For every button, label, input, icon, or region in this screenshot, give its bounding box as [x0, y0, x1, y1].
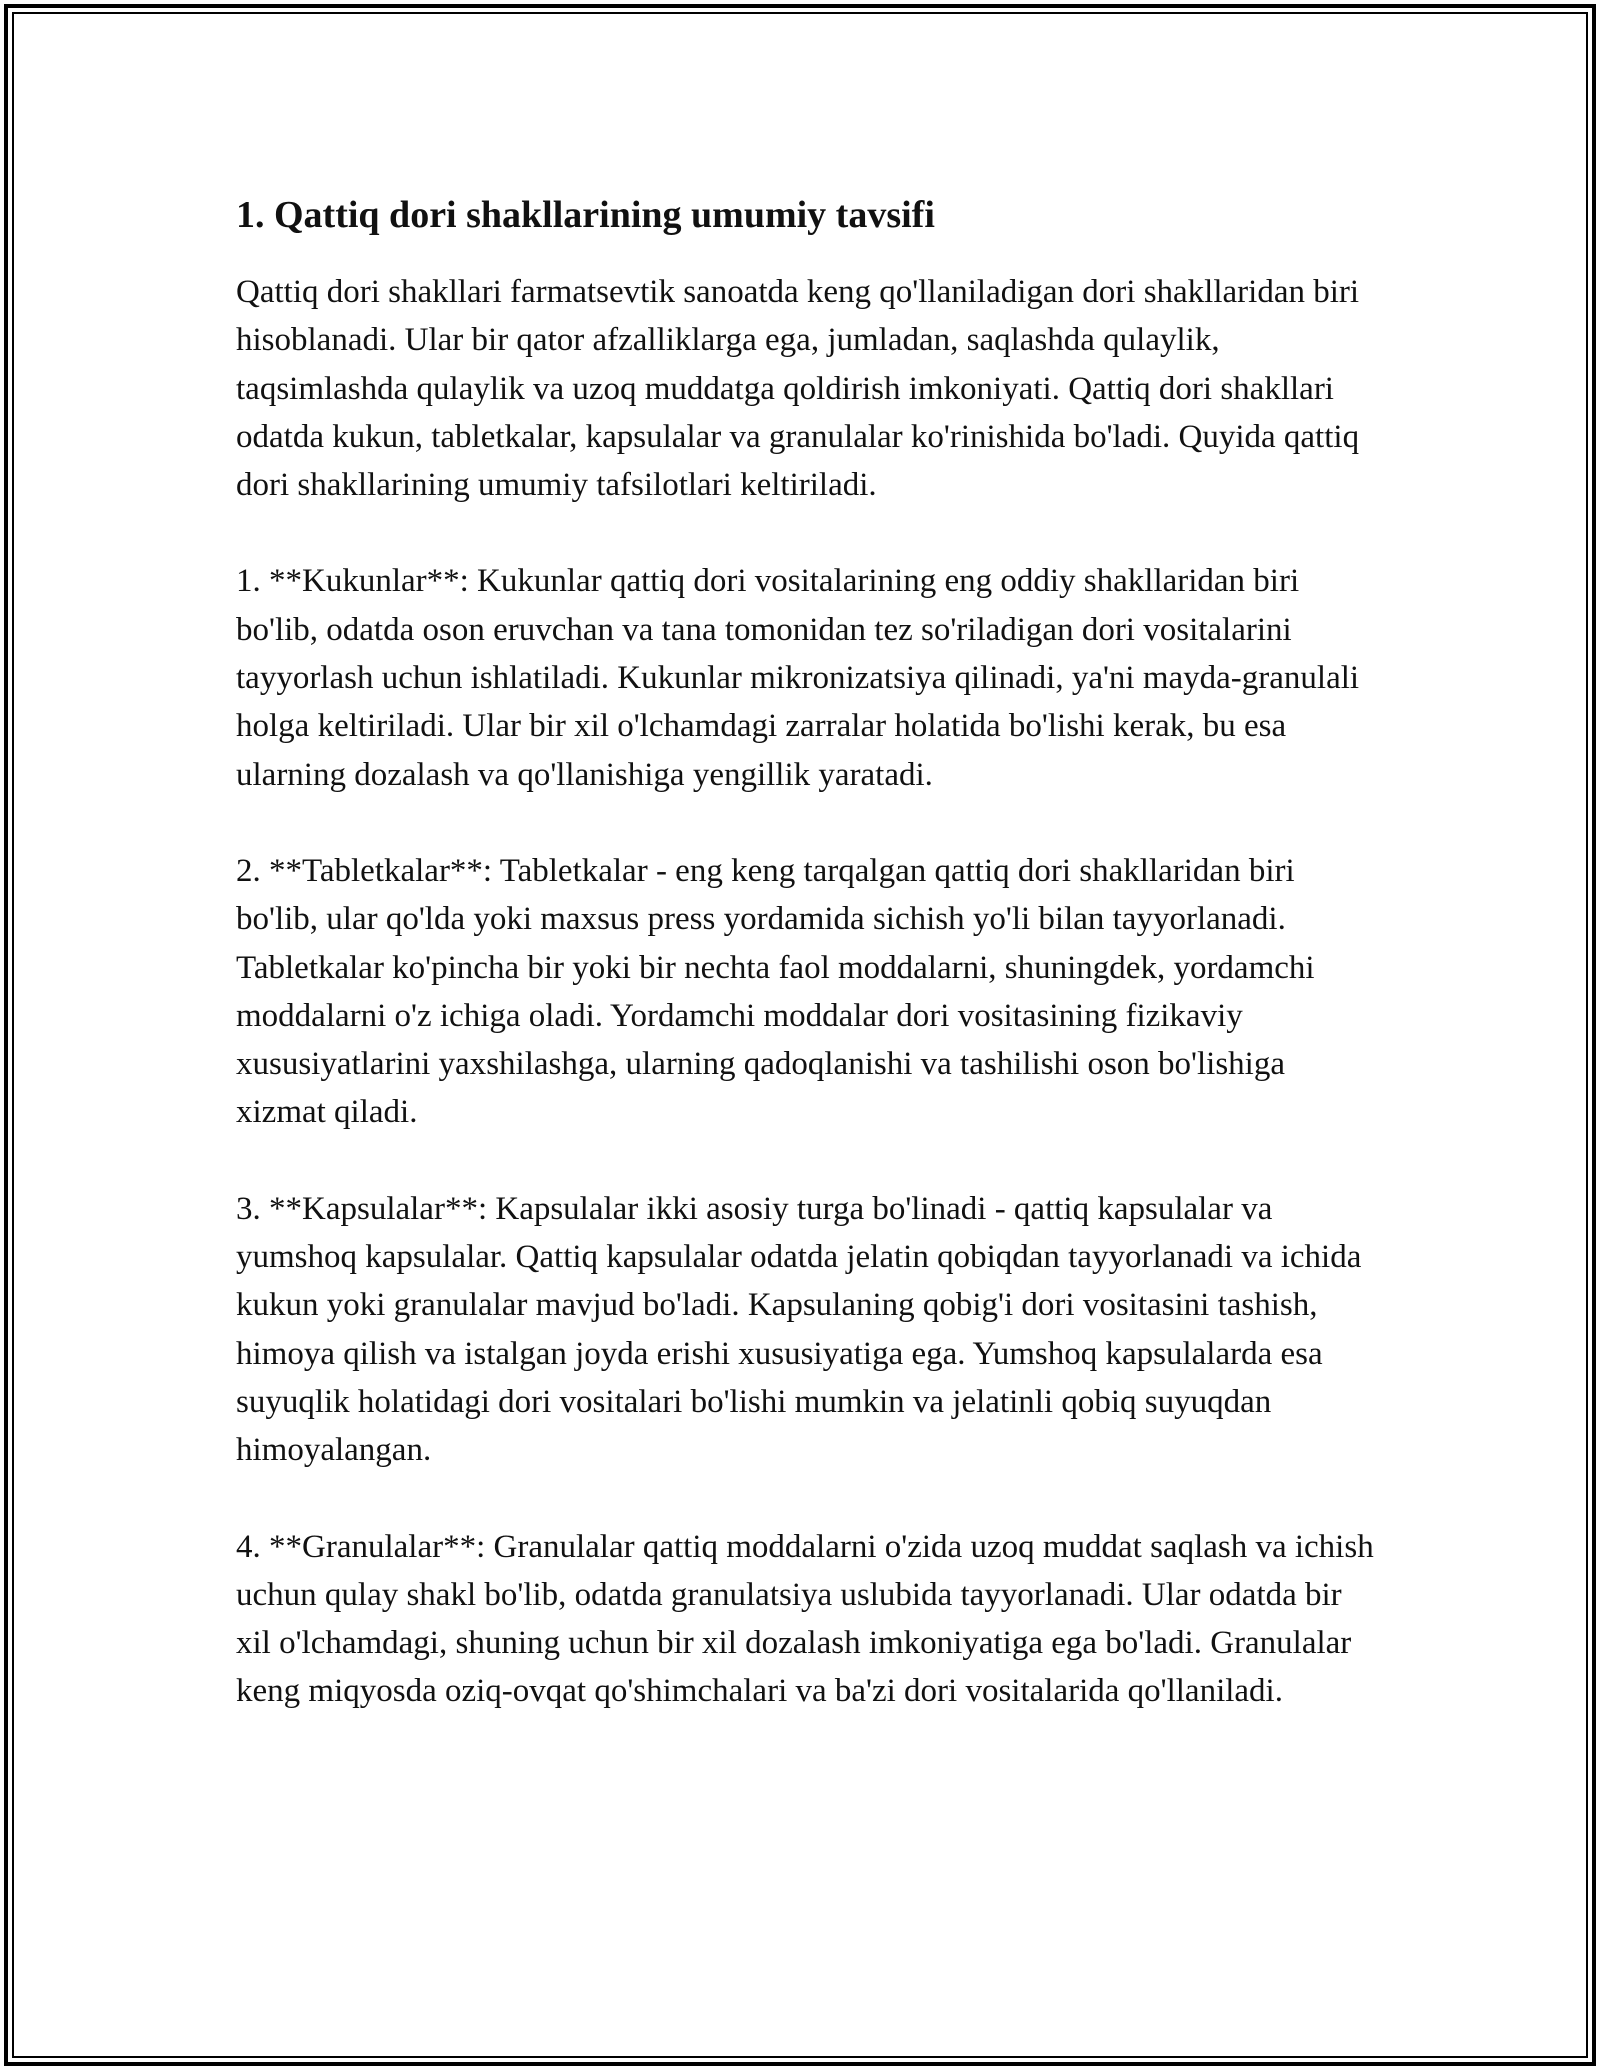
- intro-paragraph: Qattiq dori shakllari farmatsevtik sanoatda keng qo'llaniladigan dori shakllaridan biri hisoblanadi. Ular bir qator afzalliklarga ega, jumladan, saqlashda qulaylik, taqsimlashda qulaylik va uzoq muddatga qoldirish imkoniyati. Qattiq dori shakllari odatda kukun, tabletkalar, kapsulalar va granulalar ko'rinishida bo'ladi. Quyida qattiq dori shakllarining umumiy tafsilotlari keltiriladi.: [236, 274, 1360, 504]
- kukunlar-paragraph: 1. **Kukunlar**: Kukunlar qattiq dori vositalarining eng oddiy shakllaridan biri bo'lib, odatda oson eruvchan va tana tomonidan tez so'riladigan dori vositalarini tayyorlash uchun ishlatiladi. Kukunlar mikronizatsiya qilinadi, ya'ni mayda-granulali holga keltiriladi. Ular bir xil o'lchamdagi zarralar holatida bo'lishi kerak, bu esa ularning dozalash va qo'llanishiga yengillik yaratadi.: [236, 563, 1360, 793]
- kapsulalar-paragraph: 3. **Kapsulalar**: Kapsulalar ikki asosiy turga bo'linadi - qattiq kapsulalar va yumshoq kapsulalar. Qattiq kapsulalar odatda jelatin qobiqdan tayyorlanadi va ichida kukun yoki granulalar mavjud bo'ladi. Kapsulaning qobig'i dori vositasini tashish, himoya qilish va istalgan joyda erishi xususiyatiga ega. Yumshoq kapsulalarda esa suyuqlik holatidagi dori vositalari bo'lishi mumkin va jelatinli qobiq suyuqdan himoyalangan.: [236, 1190, 1362, 1469]
- document-body: [236, 186, 1376, 1716]
- tabletkalar-paragraph: 2. **Tabletkalar**: Tabletkalar - eng keng tarqalgan qattiq dori shakllaridan biri bo'lib, ular qo'lda yoki maxsus press yordamida sichish yo'li bilan tayyorlanadi. Tabletkalar ko'pincha bir yoki bir nechta faol moddalarni, shuningdek, yordamchi moddalarni o'z ichiga oladi. Yordamchi moddalar dori vositasining fizikaviy xususiyatlarini yaxshilashga, ularning qadoqlanishi va tashilishi oson bo'lishiga xizmat qiladi.: [236, 852, 1315, 1131]
- section-heading: 1. Qattiq dori shakllarining umumiy tavsifi: [236, 194, 935, 236]
- granulalar-paragraph: 4. **Granulalar**: Granulalar qattiq moddalarni o'zida uzoq muddat saqlash va ichish uchun qulay shakl bo'lib, odatda granulatsiya uslubida tayyorlanadi. Ular odatda bir xil o'lchamdagi, shuning uchun bir xil dozalash imkoniyatiga ega bo'ladi. Granulalar keng miqyosda oziq-ovqat qo'shimchalari va ba'zi dori vositalarida qo'llaniladi.: [236, 1528, 1374, 1710]
